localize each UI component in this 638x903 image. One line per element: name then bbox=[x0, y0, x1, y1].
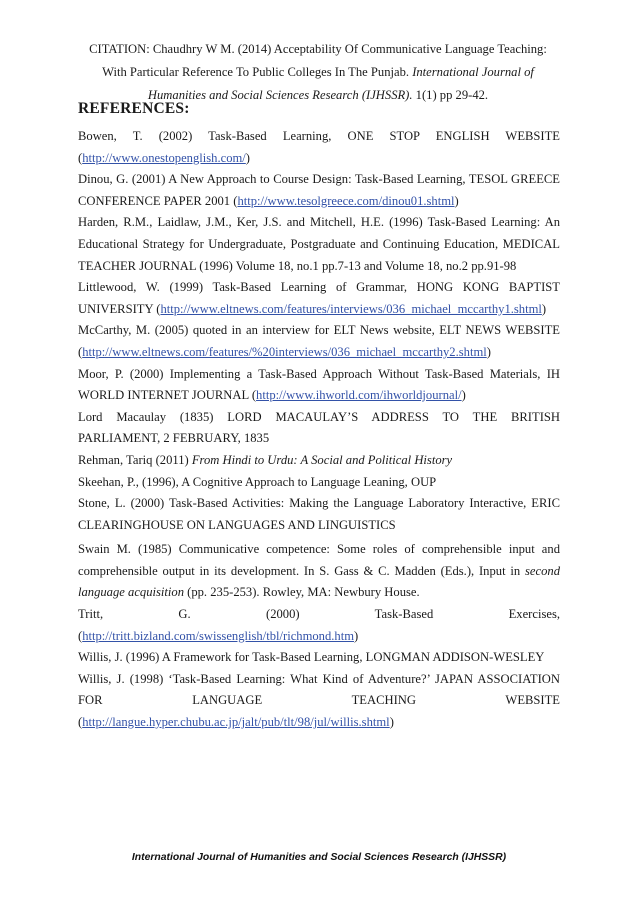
reference-willis-1998-link-line bbox=[78, 712, 560, 734]
paren-close: ) bbox=[354, 628, 359, 643]
paren-close: ) bbox=[541, 301, 547, 316]
citation-line-1: CITATION: Chaudhry W M. (2014) Acceptability Of Communicative Language Teaching: bbox=[89, 42, 547, 56]
paren-close: ) bbox=[461, 388, 466, 403]
citation-journal-name-cont: Humanities and Social Sciences Research (IJHSSR). bbox=[147, 88, 413, 102]
references-heading: REFERENCES: bbox=[78, 100, 190, 117]
reference-bowen bbox=[78, 126, 560, 148]
reference-text: Littlewood, W. (1999) Task-Based Learning of Grammar, HONG KONG BAPTIST UNIVERSITY ( bbox=[78, 280, 560, 316]
reference-text: Dinou, G. (2001) A New Approach to Course Design: Task-Based Learning, TESOL GREECE CONFERENCE PAPER 2001 ( bbox=[78, 172, 560, 208]
paren-open: ( bbox=[78, 150, 83, 165]
reference-willis-1996: Willis, J. (1996) A Framework for Task-Based Learning, LONGMAN ADDISON-WESLEY bbox=[78, 650, 545, 665]
reference-text: McCarthy, M. (2005) quoted in an interview for ELT News website, ELT NEWS WEBSITE ( bbox=[78, 323, 560, 359]
reference-text: Swain M. (1985) Communicative competence: Some roles of comprehensible input and comprehensible output in its development. In S. Gass & C. Madden (Eds.), Input in bbox=[78, 542, 560, 578]
reference-book-title: second language acquisition bbox=[78, 563, 560, 600]
reference-link[interactable]: http://tritt.bizland.com/swissenglish/tbl/richmond.htm bbox=[82, 628, 355, 643]
reference-link[interactable]: http://langue.hyper.chubu.ac.jp/jalt/pub/tlt/98/jul/willis.shtml bbox=[82, 715, 390, 730]
reference-dinou bbox=[78, 169, 560, 212]
reference-swain bbox=[78, 539, 560, 604]
reference-book-title: From Hindi to Urdu: A Social and Political History bbox=[191, 452, 453, 467]
reference-moor bbox=[78, 364, 560, 407]
citation-line-2 bbox=[68, 61, 568, 84]
paren-open: ( bbox=[78, 715, 83, 730]
reference-tritt: Tritt, G. (2000) Task-Based Exercises, bbox=[78, 607, 560, 622]
reference-willis-1998-cont: FOR LANGUAGE TEACHING WEBSITE bbox=[78, 693, 560, 708]
reference-link[interactable]: http://www.eltnews.com/features/interviews/036_michael_mccarthy1.shtml bbox=[160, 301, 542, 316]
reference-stone: Stone, L. (2000) Task-Based Activities: Making the Language Laboratory Interactive, ERIC CLEARINGHOUSE ON LANGUAGES AND LINGUISTICS bbox=[78, 496, 560, 532]
reference-mccarthy bbox=[78, 320, 560, 363]
paren-close: ) bbox=[245, 150, 250, 165]
paren-close: ) bbox=[389, 715, 394, 730]
reference-tritt-link-line bbox=[78, 626, 560, 648]
paren-close: ) bbox=[454, 193, 459, 208]
paren-close: ) bbox=[486, 344, 491, 359]
citation-block bbox=[68, 38, 568, 107]
reference-link[interactable]: http://www.ihworld.com/ihworldjournal/ bbox=[256, 388, 462, 403]
reference-bowen-link-line bbox=[78, 148, 560, 170]
reference-link[interactable]: http://www.tesolgreece.com/dinou01.shtml bbox=[237, 193, 455, 208]
reference-text: Rehman, Tariq (2011) bbox=[78, 452, 192, 467]
reference-littlewood bbox=[78, 277, 560, 320]
reference-text: Moor, P. (2000) Implementing a Task-Based Approach Without Task-Based Materials, IH WORLD INTERNET JOURNAL ( bbox=[78, 366, 560, 403]
reference-link[interactable]: http://www.eltnews.com/features/%20interviews/036_michael_mccarthy2.shtml bbox=[82, 344, 487, 359]
references-list bbox=[78, 126, 560, 734]
reference-harden: Harden, R.M., Laidlaw, J.M., Ker, J.S. and Mitchell, H.E. (1996) Task-Based Learning: An Educational Strategy for Undergraduate, Postgraduate and Continuing Education, MEDICAL TEACHER JOURNAL (1996) Volume 18, no.1 pp.7-13 and Volume 18, no.2 pp.91-98 bbox=[78, 215, 560, 273]
paren-open: ( bbox=[78, 628, 83, 643]
reference-rehman bbox=[78, 450, 560, 472]
reference-link[interactable]: http://www.onestopenglish.com/ bbox=[82, 150, 246, 165]
citation-journal-name: International Journal of bbox=[412, 65, 534, 79]
page-footer: International Journal of Humanities and Social Sciences Research (IJHSSR) bbox=[131, 852, 507, 863]
citation-volume: 1(1) pp 29-42. bbox=[412, 88, 489, 102]
reference-macaulay: Lord Macaulay (1835) LORD MACAULAY’S ADDRESS TO THE BRITISH bbox=[78, 409, 560, 424]
reference-text-cont: (pp. 235-253). Rowley, MA: Newbury House. bbox=[184, 585, 420, 600]
citation-title-text: With Particular Reference To Public Colleges In The Punjab. bbox=[102, 65, 413, 79]
reference-skeehan: Skeehan, P., (1996), A Cognitive Approach to Language Leaning, OUP bbox=[78, 474, 437, 489]
reference-text: Bowen, T. (2002) Task-Based Learning, ONE STOP ENGLISH WEBSITE bbox=[78, 129, 560, 143]
reference-macaulay-cont: PARLIAMENT, 2 FEBRUARY, 1835 bbox=[78, 431, 270, 446]
reference-willis-1998: Willis, J. (1998) ‘Task-Based Learning: What Kind of Adventure?’ JAPAN ASSOCIATION bbox=[78, 671, 560, 686]
